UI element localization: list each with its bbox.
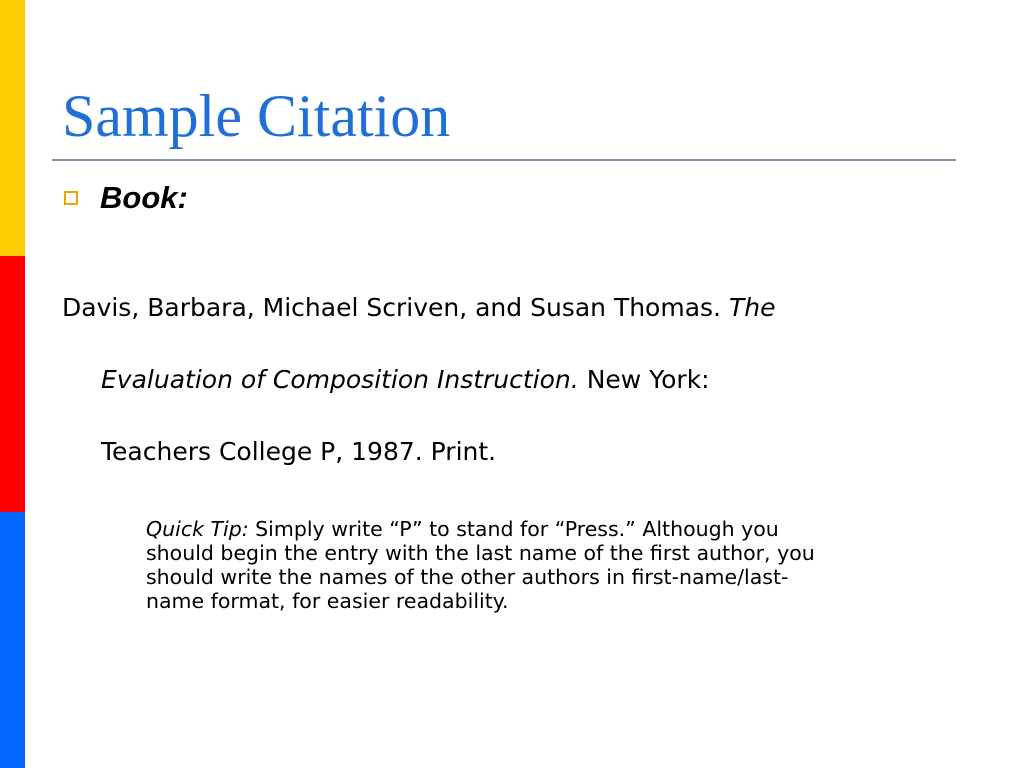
stripe-yellow [0,0,25,256]
bullet-label: Book: [100,180,188,215]
quick-tip [146,517,966,613]
slide-title: Sample Citation [62,83,451,149]
quick-tip-line-1 [146,517,966,541]
title-divider [52,159,956,161]
quick-tip-line-2: should begin the entry with the last name of the first author, you [146,541,815,565]
stripe-blue [0,512,25,768]
quick-tip-line-4: name format, for easier readability. [146,589,509,613]
citation-line-1 [62,292,775,324]
citation-title-end: Evaluation of Composition Instruction. [101,365,579,394]
stripe-red [0,256,25,512]
citation-line-3 [101,436,496,468]
bullet-item [64,178,188,218]
quick-tip-line-3: should write the names of the other authors in first-name/last- [146,565,789,589]
citation-line-2 [101,364,710,396]
citation-title-start: The [728,293,776,322]
citation-city: New York: [586,365,710,394]
citation-publisher: Teachers College P, 1987. Print. [101,437,497,466]
citation-authors: Davis, Barbara, Michael Scriven, and Susan Thomas. [62,293,721,322]
square-bullet-icon [64,191,78,205]
quick-tip-label: Quick Tip: [146,517,249,541]
quick-tip-text-1: Simply write “P” to stand for “Press.” Although you [255,517,779,541]
